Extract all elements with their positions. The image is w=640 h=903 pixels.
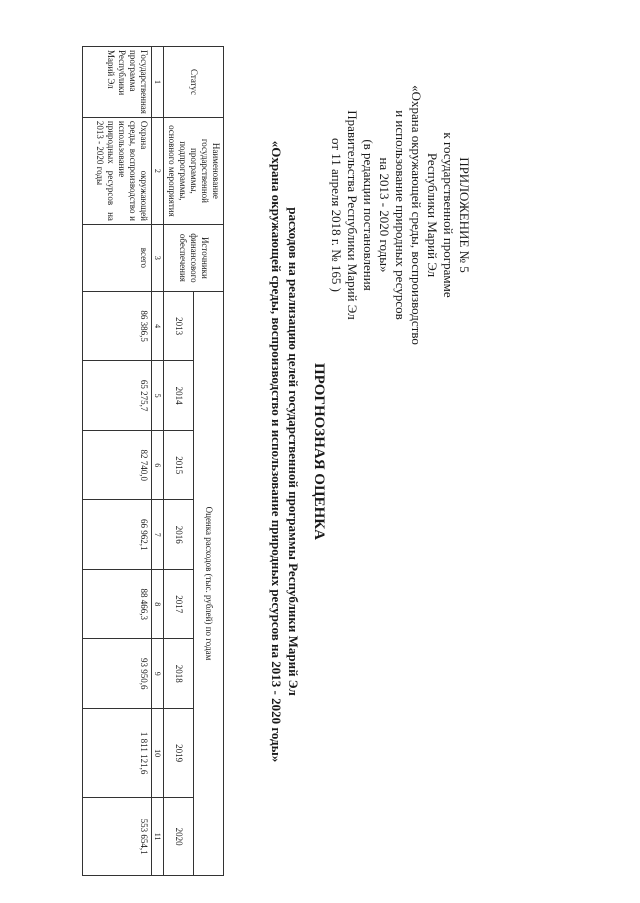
- column-number: 8: [152, 569, 164, 639]
- row-value: 65 275,7: [83, 361, 152, 431]
- column-number: 2: [152, 117, 164, 224]
- column-number-row: [152, 47, 164, 876]
- row-value: 93 950,6: [83, 639, 152, 709]
- table-header-row: [194, 47, 224, 876]
- column-number: 9: [152, 639, 164, 709]
- appendix-line: «Охрана окружающей среды, воспроизводство: [409, 85, 424, 345]
- column-number: 5: [152, 361, 164, 431]
- appendix-line: (в редакции постановления: [361, 139, 376, 291]
- document-title: ПРОГНОЗНАЯ ОЦЕНКА: [311, 362, 327, 540]
- row-name: Охрана окружающей среды, воспроизводство и использование природных ресурсов на 2013 - 2020 годы: [83, 117, 152, 224]
- row-value: 66 962,1: [83, 500, 152, 570]
- header-year: 2016: [164, 500, 194, 570]
- header-status: Статус: [164, 47, 224, 118]
- header-year: 2013: [164, 291, 194, 361]
- appendix-line: ПРИЛОЖЕНИЕ № 5: [457, 157, 472, 273]
- header-year: 2017: [164, 569, 194, 639]
- appendix-line: к государственной программе: [441, 132, 456, 298]
- column-number: 10: [152, 709, 164, 798]
- column-number: 11: [152, 798, 164, 876]
- row-source: всего: [83, 224, 152, 291]
- table-row: [83, 47, 152, 876]
- header-year: 2015: [164, 430, 194, 500]
- header-year: 2019: [164, 709, 194, 798]
- column-number: 3: [152, 224, 164, 291]
- expense-table: [82, 46, 224, 876]
- appendix-line: на 2013 - 2020 годы»: [377, 157, 392, 273]
- column-number: 4: [152, 291, 164, 361]
- header-name: Наименование государственной программы, подпрограммы, основного мероприятия: [164, 117, 224, 224]
- appendix-line: и использование природных ресурсов: [393, 110, 408, 320]
- row-value: 82 740,0: [83, 430, 152, 500]
- document-subtitle: расходов на реализацию целей государственной программы Республики Марий Эл: [286, 207, 301, 696]
- column-number: 1: [152, 47, 164, 118]
- header-year: 2014: [164, 361, 194, 431]
- column-number: 6: [152, 430, 164, 500]
- header-source: Источники финансового обеспечения: [164, 224, 224, 291]
- appendix-line: Правительства Республики Марий Эл: [345, 110, 360, 320]
- row-status: Государственная программа Республики Марий Эл: [83, 47, 152, 118]
- row-value: 86 386,5: [83, 291, 152, 361]
- row-value: 553 654,1: [83, 798, 152, 876]
- header-year: 2018: [164, 639, 194, 709]
- program-name: «Охрана окружающей среды, воспроизводство и использование природных ресурсов на 2013 - 2020 годы»: [269, 140, 284, 763]
- column-number: 7: [152, 500, 164, 570]
- header-year: 2020: [164, 798, 194, 876]
- title-block: [268, 0, 352, 903]
- header-estimate: Оценка расходов (тыс. рублей) по годам: [194, 291, 224, 875]
- row-value: 1 811 121,6: [83, 709, 152, 798]
- appendix-line: от 11 апреля 2018 г. № 165 ): [329, 138, 344, 292]
- appendix-line: Республики Марий Эл: [425, 152, 440, 278]
- row-value: 88 466,3: [83, 569, 152, 639]
